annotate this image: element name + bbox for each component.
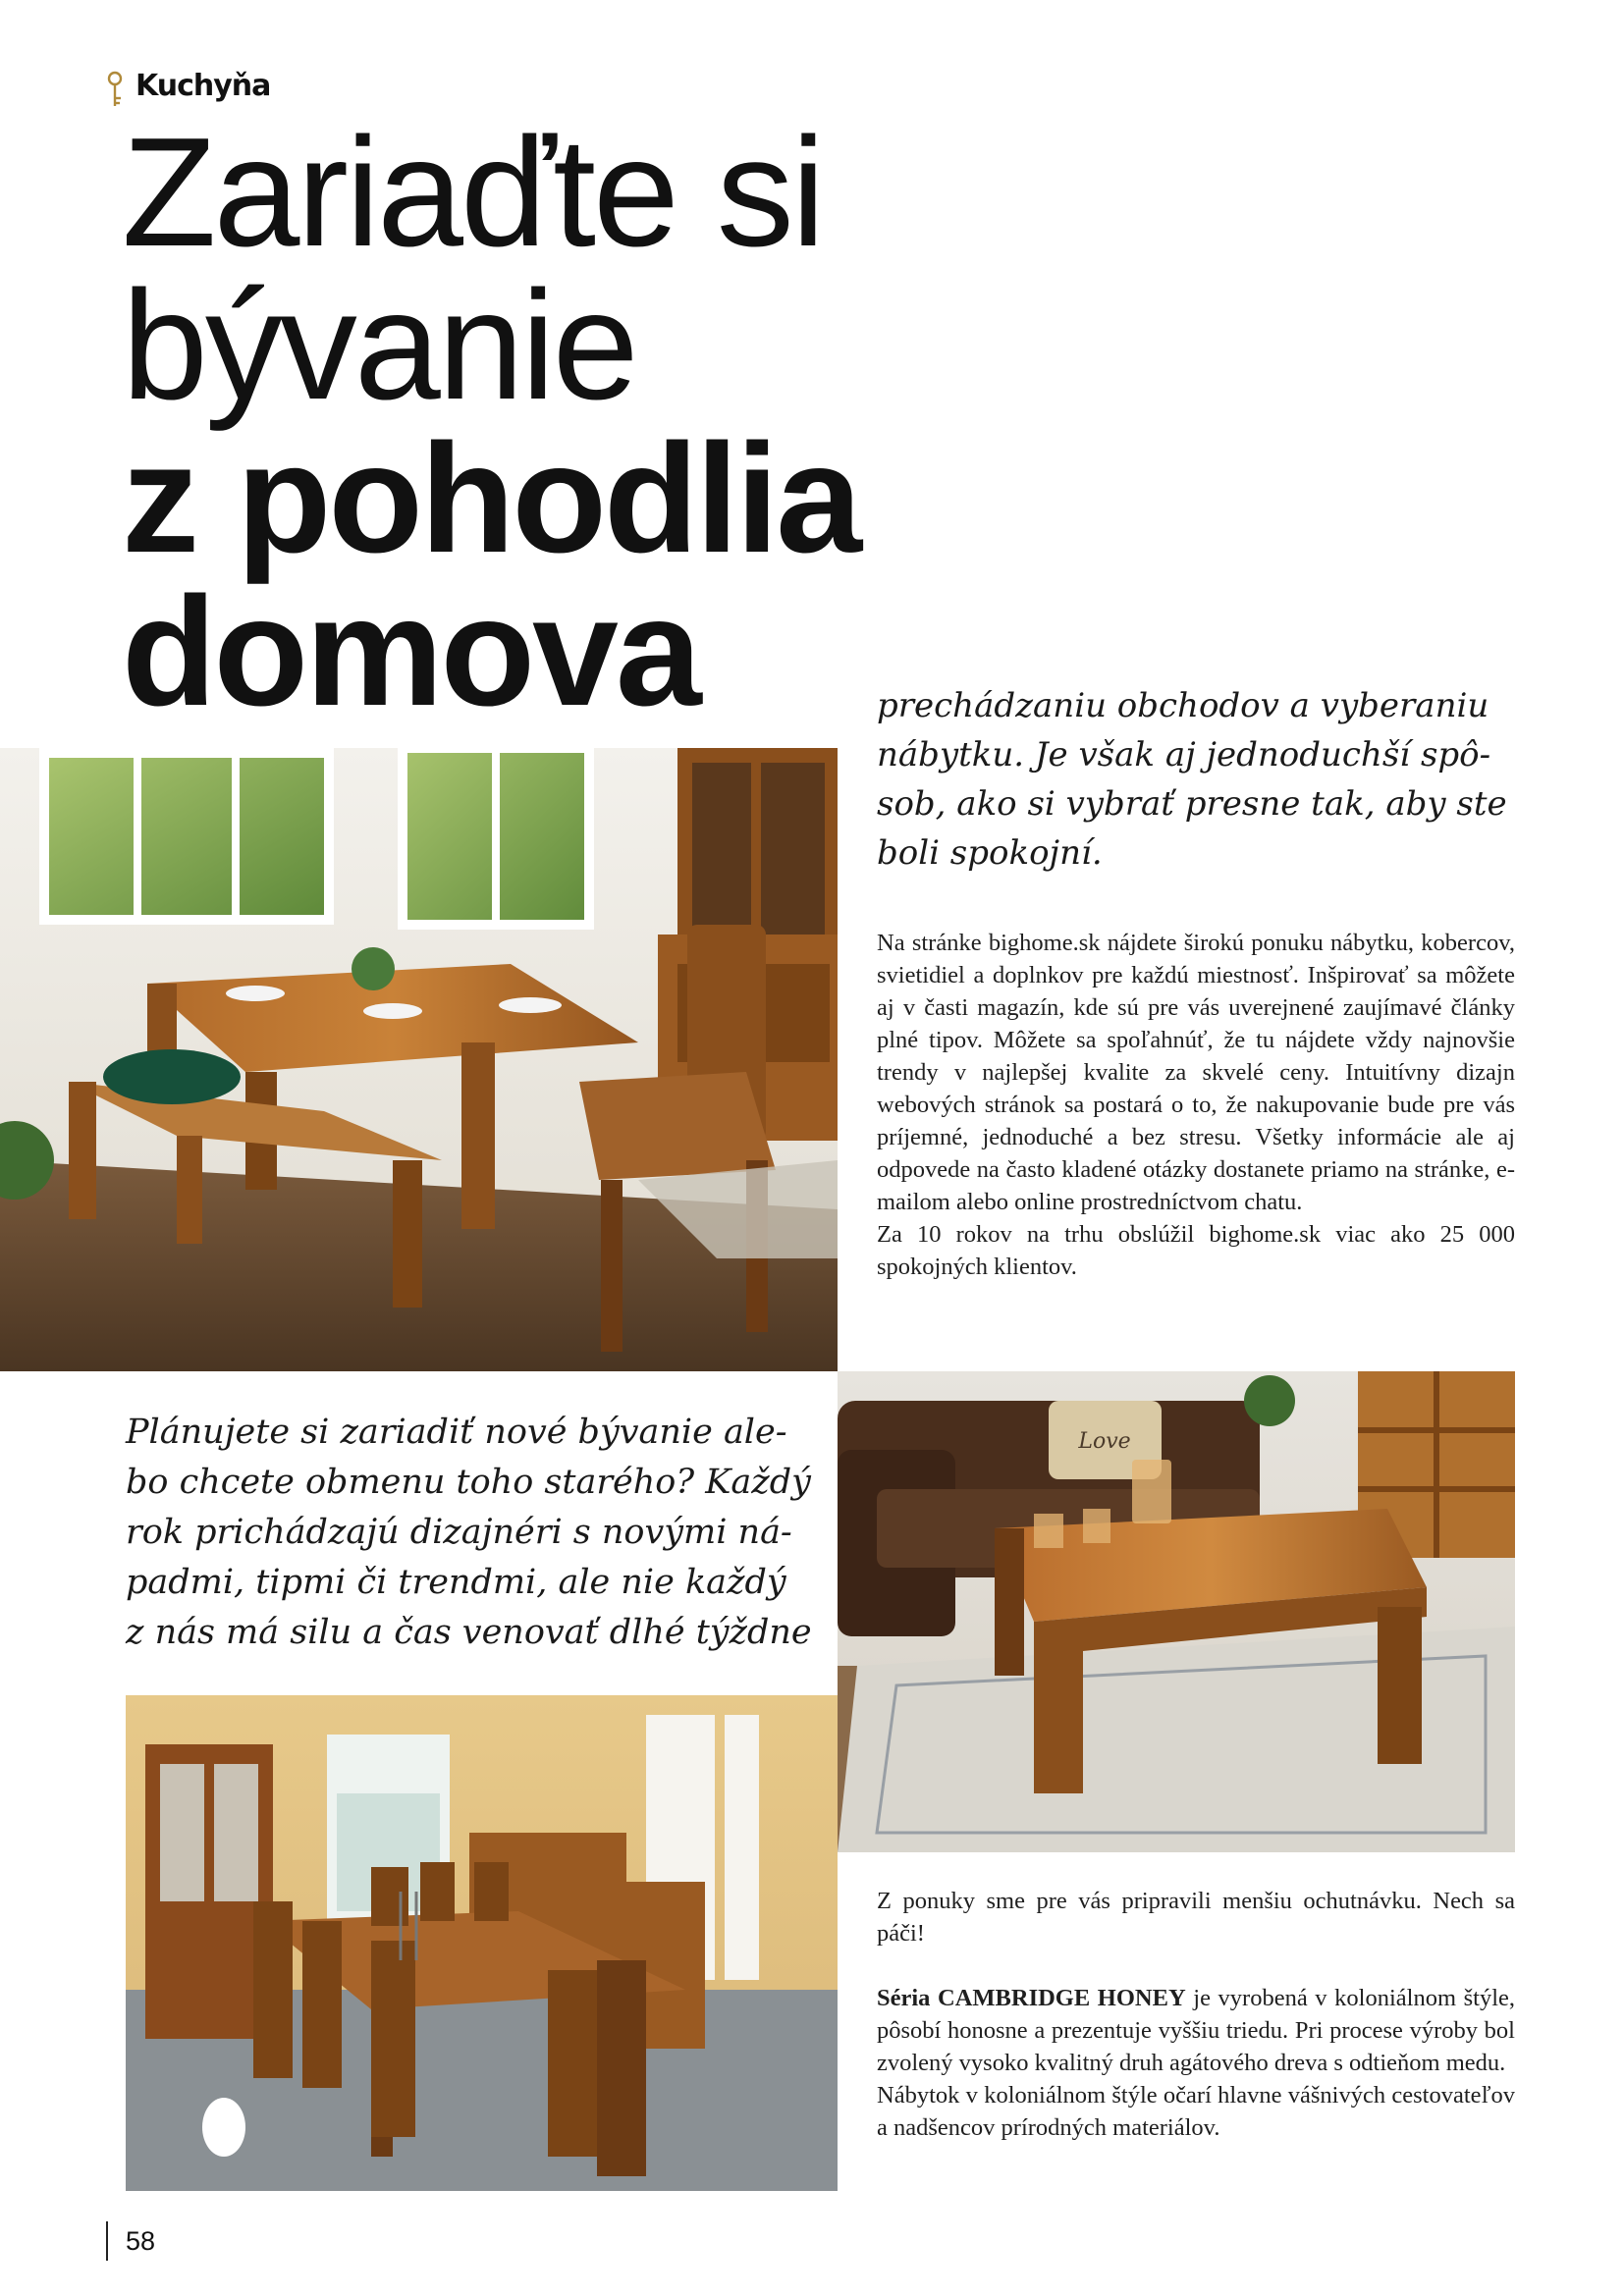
lead-line: Plánujete si zariadiť nové bývanie ale-: [126, 1413, 787, 1452]
photo-living-room: [838, 1371, 1515, 1852]
key-logo-icon: [106, 69, 134, 102]
lead-line: padmi, tipmi či trendmi, ale nie každý: [126, 1563, 786, 1602]
lead-line: rok prichádzajú dizajnéri s novými ná-: [126, 1513, 792, 1552]
lead-line: z nás má silu a čas venovať dlhé týždne: [126, 1613, 812, 1652]
photo-dining-bench: [0, 748, 838, 1371]
intro-line: prechádzaniu obchodov a vyberaniu: [877, 686, 1489, 725]
body-text-2: [877, 1885, 1515, 2144]
headline-line-2: bývanie: [122, 259, 636, 432]
intro-line: sob, ako si vybrať presne tak, aby ste: [877, 784, 1507, 824]
series-description: je vyrobená v koloniálnom štýle, pôsobí honosne a prezentuje vyššiu triedu. Pri procese výroby bol zvolený vysoko kvalitný druh agátového dreva s odtieňom medu.: [877, 1985, 1515, 2076]
body-paragraph: Na stránke bighome.sk nájdete širokú ponuku nábytku, kobercov, svietidiel a doplnkov pre každú miestnosť. Inšpirovať sa môžete aj v časti magazín, kde sú pre vás uverejnené zaujímavé články plné tipov. Môžete sa spoľahnúť, že tu nájdete vždy najnovšie trendy v najlepšej kvalite za skvelé ceny. Intuitívny dizajn webových stránok sa postará o to, že nakupovanie bude pre vás príjemné, jednoduché a bez stresu. Všetky informácie ale aj odpovede na často kladené otázky dostanete priamo na stránke, e-mailom alebo online prostredníctvom chatu.: [877, 930, 1515, 1215]
intro-line: boli spokojní.: [877, 833, 1103, 873]
headline-line-1: Zariaďte si: [122, 106, 823, 279]
intro-text: [877, 681, 1515, 878]
body-text-1: [877, 927, 1515, 1283]
series-paragraph: [877, 1982, 1515, 2079]
section-title: Kuchyňa: [135, 68, 271, 103]
section-label: [106, 61, 270, 110]
lead-text: [126, 1408, 812, 1658]
body-paragraph: Nábytok v koloniálnom štýle očarí hlavne vášnivých cestovateľov a nadšencov prírodných materiálov.: [877, 2082, 1515, 2141]
lead-line: bo chcete obmenu toho starého? Každý: [126, 1463, 811, 1502]
cushion-label: Love: [1078, 1429, 1131, 1454]
intro-line: nábytku. Je však aj jednoduchší spô-: [877, 735, 1491, 774]
page-number-divider: [106, 2221, 108, 2261]
body-paragraph: Za 10 rokov na trhu obslúžil bighome.sk viac ako 25 000 spokojných klientov.: [877, 1221, 1515, 1280]
body-paragraph: Z ponuky sme pre vás pripravili menšiu ochutnávku. Nech sa páči!: [877, 1888, 1515, 1947]
headline: [122, 106, 1104, 738]
headline-line-4: domova: [122, 565, 699, 738]
page-number: [106, 2220, 155, 2262]
photo-dining-room: [126, 1695, 838, 2191]
series-name: Séria CAMBRIDGE HONEY: [877, 1985, 1186, 2011]
paragraph-spacer: [877, 1949, 1515, 1982]
page-number-text: 58: [126, 2225, 156, 2256]
headline-line-3: z pohodlia: [122, 412, 860, 585]
